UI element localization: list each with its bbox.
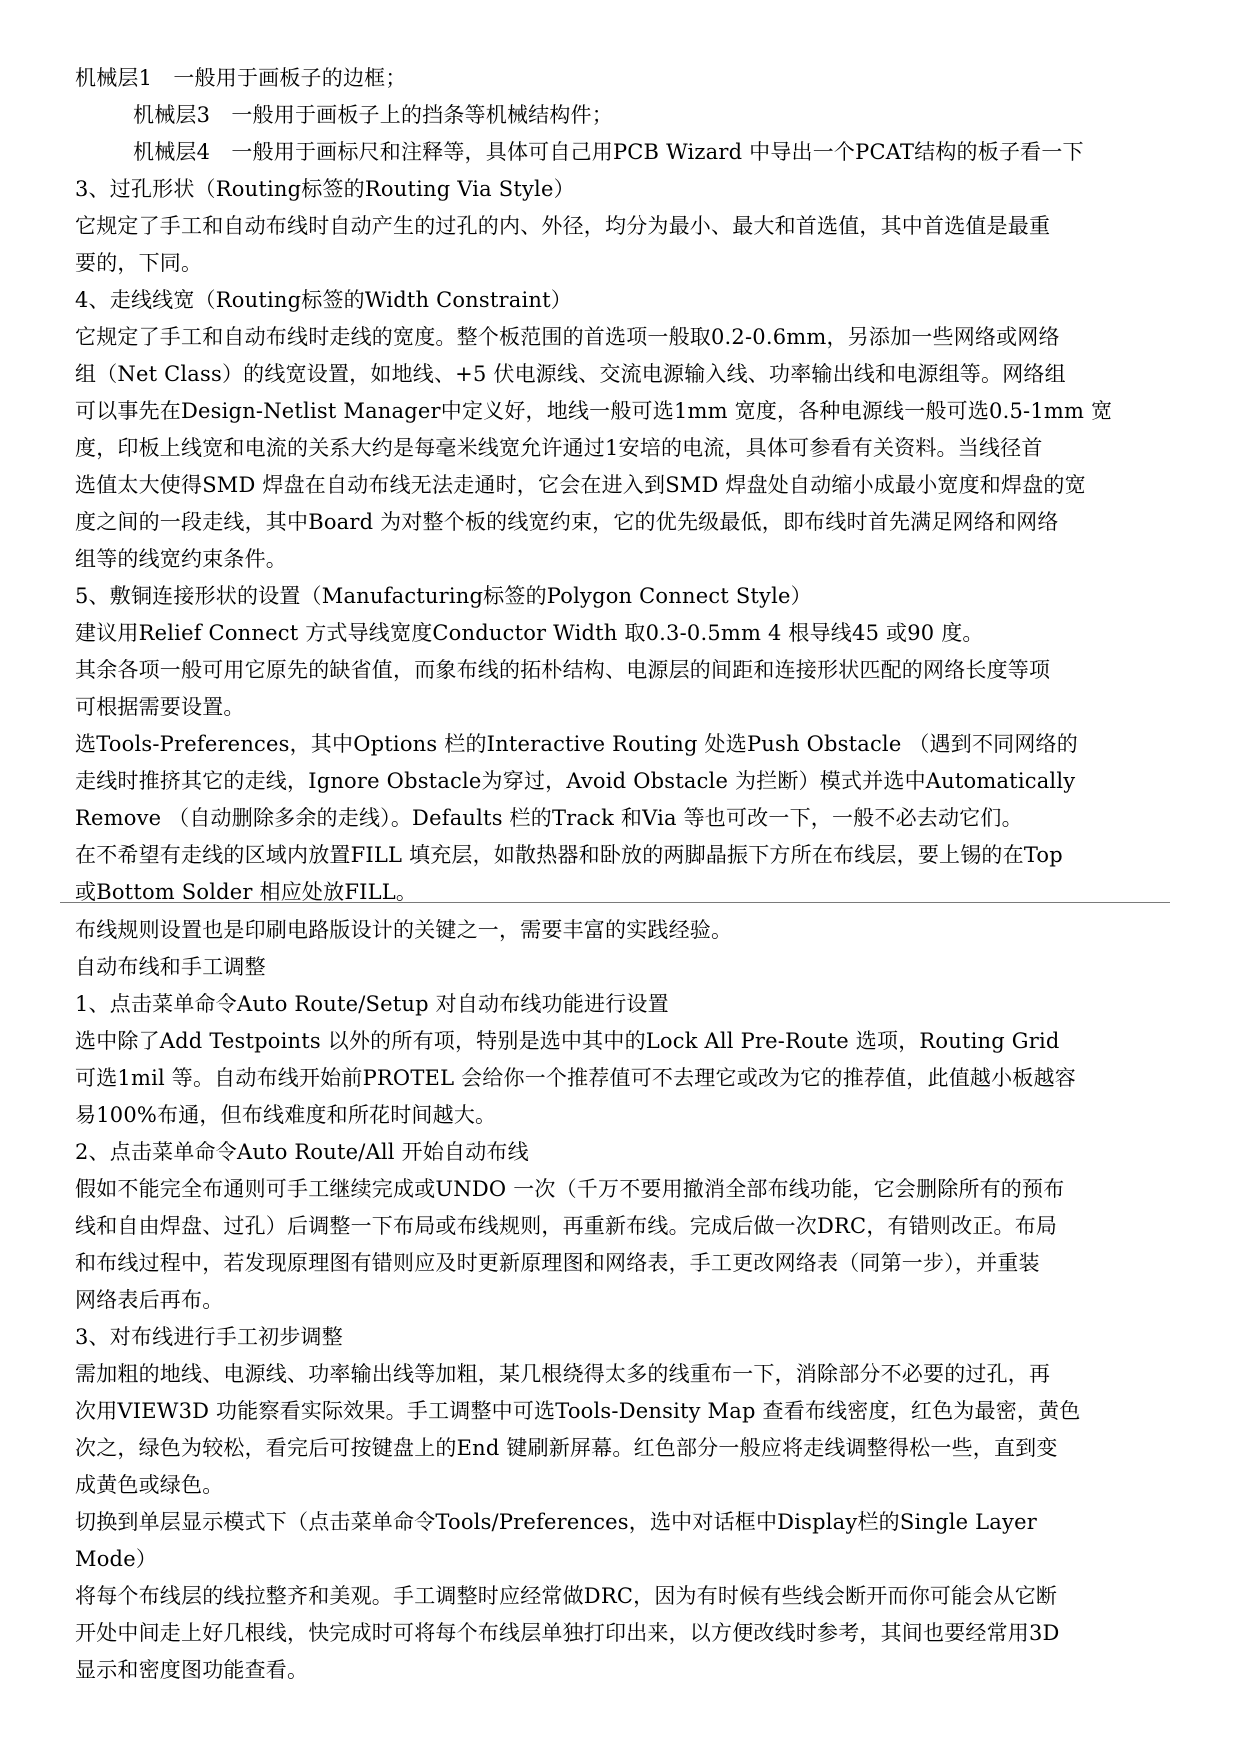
text-line: Mode） [75, 1547, 158, 1571]
text-line: 开处中间走上好几根线，快完成时可将每个布线层单独打印出来，以方便改线时参考，其间也要经常用3D [75, 1621, 1060, 1645]
text-line: 切换到单层显示模式下（点击菜单命令Tools/Preferences，选中对话框中Display栏的Single Layer [75, 1510, 1037, 1534]
text-line: 它规定了手工和自动布线时走线的宽度。整个板范围的首选项一般取0.2-0.6mm，另添加一些网络或网络 [75, 325, 1060, 349]
text-line: 假如不能完全布通则可手工继续完成或UNDO 一次（千万不要用撤消全部布线功能，它会删除所有的预布 [75, 1177, 1065, 1201]
text-line: 将每个布线层的线拉整齐和美观。手工调整时应经常做DRC，因为有时候有些线会断开而你可能会从它断 [75, 1584, 1058, 1608]
section-layer-and-rules [75, 60, 1175, 911]
text-line: 建议用Relief Connect 方式导线宽度Conductor Width 取0.3-0.5mm 4 根导线45 或90 度。 [75, 621, 984, 645]
heading-auto-route-setup: 1、点击菜单命令Auto Route/Setup 对自动布线功能进行设置 [75, 992, 669, 1016]
text-line: 选中除了Add Testpoints 以外的所有项，特别是选中其中的Lock All Pre-Route 选项，Routing Grid [75, 1029, 1060, 1053]
text-line: 成黄色或绿色。 [75, 1473, 224, 1497]
text-line: 组等的线宽约束条件。 [75, 547, 287, 571]
text-line: 易100%布通，但布线难度和所花时间越大。 [75, 1103, 497, 1127]
text-line: 可根据需要设置。 [75, 695, 245, 719]
text-line: 机械层3 一般用于画板子上的挡条等机械结构件； [133, 103, 613, 127]
heading-polygon-connect: 5、敷铜连接形状的设置（Manufacturing标签的Polygon Connect Style） [75, 584, 812, 608]
text-line: 或Bottom Solder 相应处放FILL。 [75, 880, 418, 904]
text-line: 要的，下同。 [75, 251, 203, 275]
text-line: 次之，绿色为较松，看完后可按键盘上的End 键刷新屏幕。红色部分一般应将走线调整得松一些，直到变 [75, 1436, 1058, 1460]
text-line: 可以事先在Design-Netlist Manager中定义好，地线一般可选1mm 宽度，各种电源线一般可选0.5-1mm 宽 [75, 399, 1113, 423]
heading-via-style: 3、过孔形状（Routing标签的Routing Via Style） [75, 177, 575, 201]
text-line: 度之间的一段走线，其中Board 为对整个板的线宽约束，它的优先级最低，即布线时首先满足网络和网络 [75, 510, 1059, 534]
heading-manual-adjust: 3、对布线进行手工初步调整 [75, 1325, 343, 1349]
text-line: 和布线过程中，若发现原理图有错则应及时更新原理图和网络表，手工更改网络表（同第一步），并重装 [75, 1251, 1040, 1275]
text-line: 网络表后再布。 [75, 1288, 224, 1312]
text-line: 布线规则设置也是印刷电路版设计的关键之一，需要丰富的实践经验。 [75, 918, 733, 942]
heading-auto-and-manual-routing: 自动布线和手工调整 [75, 955, 266, 979]
text-line: 其余各项一般可用它原先的缺省值，而象布线的拓朴结构、电源层的间距和连接形状匹配的网络长度等项 [75, 658, 1051, 682]
heading-auto-route-all: 2、点击菜单命令Auto Route/All 开始自动布线 [75, 1140, 529, 1164]
text-line: 选Tools-Preferences，其中Options 栏的Interactive Routing 处选Push Obstacle （遇到不同网络的 [75, 732, 1078, 756]
heading-width-constraint: 4、走线线宽（Routing标签的Width Constraint） [75, 288, 572, 312]
text-line: 度，印板上线宽和电流的关系大约是每毫米线宽允许通过1安培的电流，具体可参看有关资料。当线径首 [75, 436, 1043, 460]
text-line: 显示和密度图功能查看。 [75, 1658, 309, 1682]
text-line: 次用VIEW3D 功能察看实际效果。手工调整中可选Tools-Density Map 查看布线密度，红色为最密，黄色 [75, 1399, 1081, 1423]
text-line: 选值太大使得SMD 焊盘在自动布线无法走通时，它会在进入到SMD 焊盘处自动缩小成最小宽度和焊盘的宽 [75, 473, 1086, 497]
text-line: 在不希望有走线的区域内放置FILL 填充层，如散热器和卧放的两脚晶振下方所在布线层，要上锡的在Top [75, 843, 1063, 867]
text-line: 机械层4 一般用于画标尺和注释等，具体可自己用PCB Wizard 中导出一个PCAT结构的板子看一下 [133, 140, 1084, 164]
text-line: 组（Net Class）的线宽设置，如地线、+5 伏电源线、交流电源输入线、功率输出线和电源组等。网络组 [75, 362, 1066, 386]
text-line: 可选1mil 等。自动布线开始前PROTEL 会给你一个推荐值可不去理它或改为它的推荐值，此值越小板越容 [75, 1066, 1076, 1090]
text-line: 它规定了手工和自动布线时自动产生的过孔的内、外径，均分为最小、最大和首选值，其中首选值是最重 [75, 214, 1051, 238]
page-divider [60, 902, 1170, 903]
text-line: 走线时推挤其它的走线，Ignore Obstacle为穿过，Avoid Obstacle 为拦断）模式并选中Automatically [75, 769, 1076, 793]
text-line: Remove （自动删除多余的走线）。Defaults 栏的Track 和Via 等也可改一下，一般不必去动它们。 [75, 806, 1023, 830]
text-line: 机械层1 一般用于画板子的边框； [75, 66, 407, 90]
text-line: 需加粗的地线、电源线、功率输出线等加粗，某几根绕得太多的线重布一下，消除部分不必要的过孔，再 [75, 1362, 1051, 1386]
text-line: 线和自由焊盘、过孔）后调整一下布局或布线规则，再重新布线。完成后做一次DRC，有错则改正。布局 [75, 1214, 1058, 1238]
section-auto-routing [75, 912, 1175, 1689]
